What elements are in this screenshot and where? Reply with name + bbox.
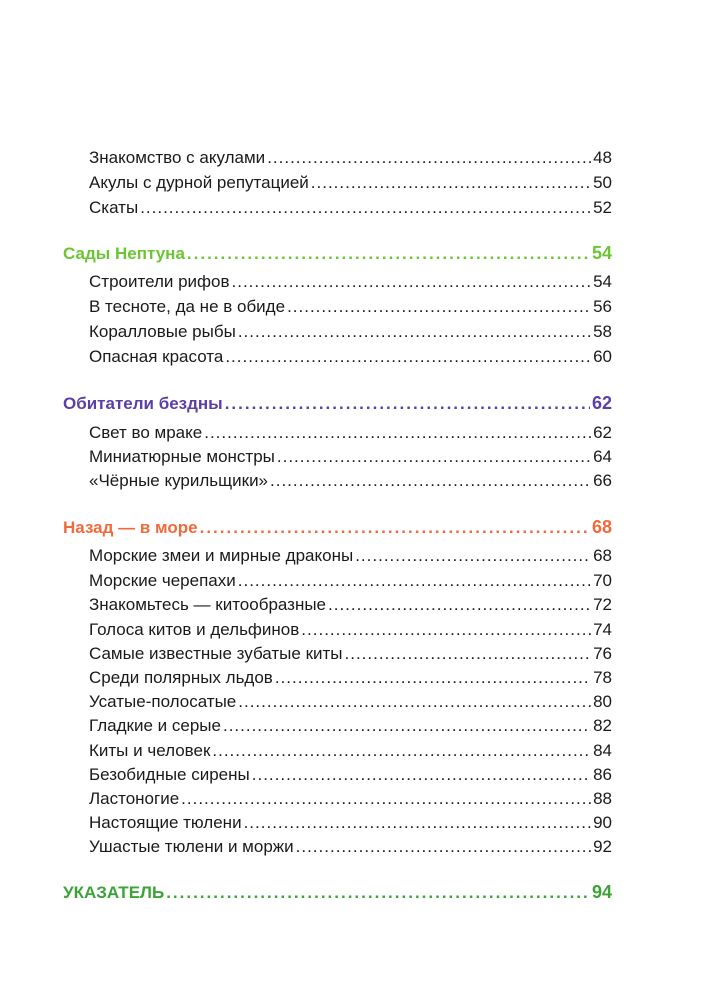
toc-entry[interactable] <box>89 835 612 859</box>
dot-leader <box>355 544 591 568</box>
toc-entry-title: Гладкие и серые <box>89 716 221 735</box>
toc-entry[interactable] <box>89 666 612 690</box>
toc-entry-page: 68 <box>593 546 612 565</box>
toc-entry-title: Усатые-полосатые <box>89 692 237 711</box>
toc-entry[interactable] <box>89 544 612 568</box>
toc-entry-title: «Чёрные курильщики» <box>89 471 269 490</box>
toc-entry-title: Морские черепахи <box>89 571 236 590</box>
toc-entry[interactable] <box>89 171 612 195</box>
dot-leader <box>187 242 590 266</box>
dot-leader <box>181 787 591 811</box>
toc-entry[interactable] <box>89 421 612 445</box>
toc-entry-page: 74 <box>593 620 612 639</box>
toc-entry-page: 82 <box>593 716 612 735</box>
toc-entry-title: Голоса китов и дельфинов <box>89 620 300 639</box>
toc-entry-page: 62 <box>593 423 612 442</box>
dot-leader <box>223 714 591 738</box>
dot-leader <box>212 739 591 763</box>
dot-leader <box>238 690 591 714</box>
toc-entry-title: Ушастые тюлени и моржи <box>89 837 294 856</box>
toc-entry-page: 66 <box>593 471 612 490</box>
toc-entry-page: 88 <box>593 789 612 808</box>
dot-leader <box>232 270 592 294</box>
toc-section-page: 62 <box>591 393 612 413</box>
toc-entry-page: 58 <box>593 322 612 341</box>
toc-entry-title: Настоящие тюлени <box>89 813 242 832</box>
toc-section-heading[interactable] <box>63 515 612 540</box>
toc-entry-page: 84 <box>593 741 612 760</box>
dot-leader <box>296 835 591 859</box>
toc-entry[interactable] <box>89 146 612 170</box>
toc-entry-title: Опасная красота <box>89 347 224 366</box>
dot-leader <box>244 811 592 835</box>
toc-section-heading[interactable] <box>63 880 612 905</box>
dot-leader <box>238 320 591 344</box>
toc-entry[interactable] <box>89 196 612 220</box>
dot-leader <box>270 469 591 493</box>
toc-entry-title: Акулы с дурной репутацией <box>89 173 309 192</box>
toc-section-heading[interactable] <box>63 241 612 266</box>
toc-entry[interactable] <box>89 811 612 835</box>
toc-entry[interactable] <box>89 642 612 666</box>
toc-entry[interactable] <box>89 763 612 787</box>
toc-entry[interactable] <box>89 345 612 369</box>
toc-entry[interactable] <box>89 295 612 319</box>
dot-leader <box>277 445 591 469</box>
toc-entry[interactable] <box>89 714 612 738</box>
toc-section-title: Сады Нептуна <box>63 244 185 263</box>
toc-entry-page: 76 <box>593 644 612 663</box>
toc-entry-page: 54 <box>593 272 612 291</box>
toc-entry-page: 92 <box>593 837 612 856</box>
dot-leader <box>225 345 591 369</box>
toc-entry-title: Киты и человек <box>89 741 211 760</box>
dot-leader <box>267 146 591 170</box>
toc-entry[interactable] <box>89 593 612 617</box>
toc-entry-title: Среди полярных льдов <box>89 668 273 687</box>
toc-entry-title: Скаты <box>89 198 139 217</box>
toc-entry-title: Знакомство с акулами <box>89 148 266 167</box>
toc-entry-page: 80 <box>593 692 612 711</box>
dot-leader <box>204 421 591 445</box>
dot-leader <box>166 881 590 905</box>
toc-entry[interactable] <box>89 320 612 344</box>
toc-section-title: Назад — в море <box>63 518 198 537</box>
toc-entry-title: Безобидные сирены <box>89 765 250 784</box>
toc-entry[interactable] <box>89 569 612 593</box>
toc-section-page: 94 <box>591 882 612 902</box>
toc-entry-title: Знакомьтесь — китообразные <box>89 595 327 614</box>
toc-entry-page: 78 <box>593 668 612 687</box>
toc-entry-title: Морские змеи и мирные драконы <box>89 546 354 565</box>
toc-entry-page: 56 <box>593 297 612 316</box>
toc-entry[interactable] <box>89 690 612 714</box>
toc-entry-page: 90 <box>593 813 612 832</box>
toc-entry-title: В тесноте, да не в обиде <box>89 297 286 316</box>
toc-entry-title: Коралловые рыбы <box>89 322 236 341</box>
toc-entry[interactable] <box>89 618 612 642</box>
toc-entry-title: Миниатюрные монстры <box>89 447 275 466</box>
toc-entry-page: 72 <box>593 595 612 614</box>
toc-entry-title: Ластоногие <box>89 789 180 808</box>
toc-entry-page: 86 <box>593 765 612 784</box>
toc-entry-title: Свет во мраке <box>89 423 203 442</box>
toc-section-page: 54 <box>591 243 612 263</box>
toc-entry-page: 70 <box>593 571 612 590</box>
dot-leader <box>225 392 590 416</box>
toc-entry-page: 50 <box>593 173 612 192</box>
toc-entry-page: 60 <box>593 347 612 366</box>
toc-section-title: Обитатели бездны <box>63 394 223 413</box>
toc-entry[interactable] <box>89 787 612 811</box>
toc-entry-page: 52 <box>593 198 612 217</box>
toc-entry[interactable] <box>89 445 612 469</box>
toc-section-page: 68 <box>591 517 612 537</box>
toc-entry-page: 64 <box>593 447 612 466</box>
toc-entry-title: Самые известные зубатые киты <box>89 644 343 663</box>
dot-leader <box>328 593 591 617</box>
dot-leader <box>301 618 591 642</box>
dot-leader <box>311 171 591 195</box>
dot-leader <box>345 642 592 666</box>
dot-leader <box>238 569 591 593</box>
toc-section-title: УКАЗАТЕЛЬ <box>63 883 165 902</box>
toc-entry[interactable] <box>89 270 612 294</box>
dot-leader <box>140 196 591 220</box>
toc-entry-page: 48 <box>593 148 612 167</box>
dot-leader <box>200 516 590 540</box>
dot-leader <box>287 295 591 319</box>
toc-section-heading[interactable] <box>63 391 612 416</box>
dot-leader <box>275 666 591 690</box>
toc-entry-title: Строители рифов <box>89 272 230 291</box>
toc-entry[interactable] <box>89 469 612 493</box>
toc-entry[interactable] <box>89 739 612 763</box>
dot-leader <box>252 763 591 787</box>
